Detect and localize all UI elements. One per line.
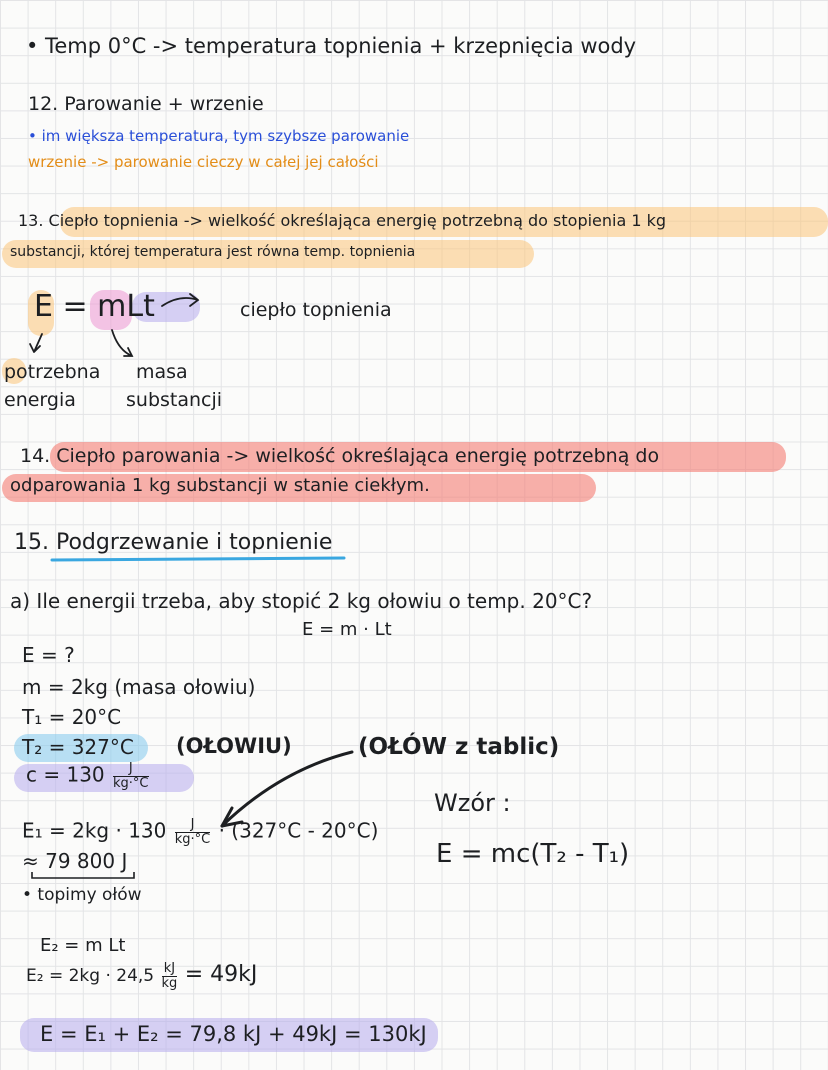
unit-c-den: kg·°C: [113, 775, 149, 791]
tablic-arrow-icon: [222, 752, 352, 826]
unit-e2-num: kJ: [162, 962, 178, 977]
note-12-orange: wrzenie -> parowanie cieczy w całej jej całości: [28, 153, 379, 171]
calc-e2-formula: E₂ = m Lt: [40, 935, 126, 956]
calc-e1-left: E₁ = 2kg · 130: [22, 818, 167, 843]
calc-e1-right: · (327°C - 20°C): [218, 818, 379, 843]
heading-14-line2: odparowania 1 kg substancji w stanie ciekłym.: [10, 475, 430, 496]
given-t2: T₂ = 327°C: [22, 735, 134, 759]
result-bracket: [32, 872, 134, 878]
label-energia: energia: [4, 389, 76, 411]
label-olowiu: (OŁOWIU): [176, 734, 292, 758]
heading-15-underline: [52, 558, 344, 560]
calc-e2-result: = 49kJ: [184, 962, 258, 988]
unit-e1-num: J: [175, 818, 211, 833]
label-ciepto-topnienia: ciepło topnienia: [240, 299, 392, 321]
formula-m-arrow-icon: [112, 330, 132, 356]
heading-13-line1: 13. Ciepło topnienia -> wielkość określająca energię potrzebną do stopienia 1 kg: [18, 211, 667, 230]
formula-e-mlt: E = m · Lt: [302, 619, 392, 640]
label-masa: masa: [136, 361, 188, 383]
unit-e1-den: kg·°C: [174, 831, 211, 847]
given-m: m = 2kg (masa ołowiu): [22, 675, 256, 699]
note-topimy: • topimy ołów: [22, 885, 142, 905]
formula-e-arrow-icon: [30, 334, 42, 352]
calc-e2-left: E₂ = 2kg · 24,5: [26, 966, 155, 987]
heading-12: 12. Parowanie + wrzenie: [28, 93, 264, 115]
label-potrzebna: potrzebna: [4, 361, 101, 383]
heading-14-line1: 14. Ciepło parowania -> wielkość określająca energię potrzebną do: [20, 445, 660, 467]
note-12-blue: • im większa temperatura, tym szybsze parowanie: [28, 127, 410, 145]
heading-15: 15. Podgrzewanie i topnienie: [14, 530, 333, 555]
unit-e2-den: kg: [161, 975, 178, 991]
calc-e1-result: ≈ 79 800 J: [22, 849, 128, 873]
note-temp-line: • Temp 0°C -> temperatura topnienia + krzepnięcia wody: [26, 34, 637, 58]
formula-13: E = mLt: [34, 289, 155, 324]
label-olow-z-tablic: (OŁÓW z tablic): [358, 734, 560, 760]
wzor-label: Wzór :: [434, 789, 511, 817]
wzor-formula: E = mc(T₂ - T₁): [436, 839, 630, 869]
heading-13-line2: substancji, której temperatura jest równa temp. topnienia: [10, 244, 416, 260]
unit-c-num: J: [113, 762, 149, 777]
given-c-value: c = 130: [26, 762, 105, 787]
question-a: a) Ile energii trzeba, aby stopić 2 kg ołowiu o temp. 20°C?: [10, 589, 593, 613]
label-substancji: substancji: [126, 389, 223, 411]
given-t1: T₁ = 20°C: [22, 705, 122, 729]
final-result: E = E₁ + E₂ = 79,8 kJ + 49kJ = 130kJ: [40, 1022, 427, 1046]
formula-lt-arrow-icon: [162, 294, 198, 306]
given-e: E = ?: [22, 643, 75, 667]
